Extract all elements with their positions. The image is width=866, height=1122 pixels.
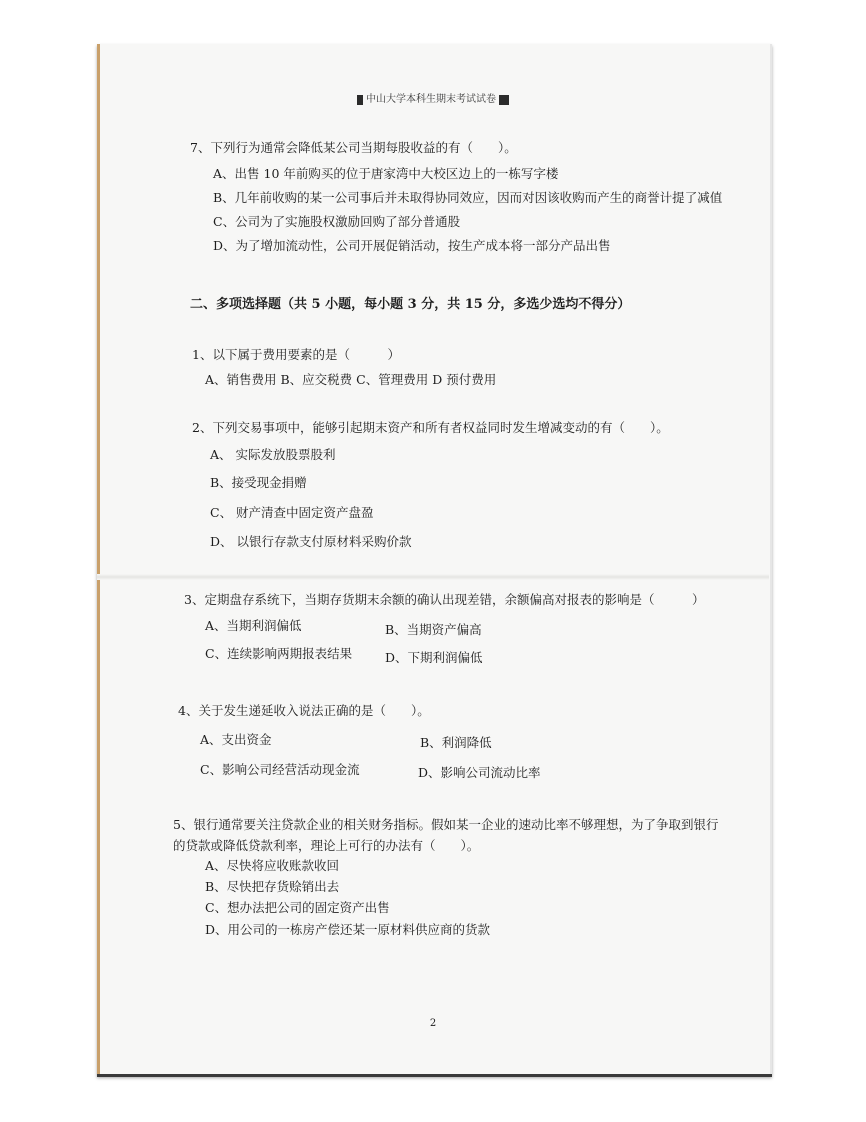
page-number: 2 <box>429 1018 437 1029</box>
q7-option-d: D、为了增加流动性，公司开展促销活动，按生产成本将一部分产品出售 <box>213 238 611 253</box>
m5-option-a: A、尽快将应收账款收回 <box>205 858 340 873</box>
m5-option-d: D、用公司的一栋房产偿还某一原材料供应商的货款 <box>205 922 491 937</box>
m2-option-a: A、 实际发放股票股利 <box>210 447 336 462</box>
m5-stem-line2: 的贷款或降低贷款利率，理论上可行的办法有（ ）。 <box>173 838 480 853</box>
m5-stem-line1: 5、银行通常要关注贷款企业的相关财务指标。假如某一企业的速动比率不够理想，为了争取到银行 <box>173 817 719 832</box>
m5-option-b: B、尽快把存货赊销出去 <box>205 879 340 894</box>
m2-option-c: C、 财产清查中固定资产盘盈 <box>210 505 374 520</box>
m4-stem: 4、关于发生递延收入说法正确的是（ ）。 <box>178 703 430 718</box>
m4-option-c: C、影响公司经营活动现金流 <box>200 762 360 777</box>
q7-option-b: B、几年前收购的某一公司事后并未取得协同效应，因而对因该收购而产生的商誉计提了减值 <box>213 190 723 205</box>
m5-option-c: C、想办法把公司的固定资产出售 <box>205 900 390 915</box>
paper-fold <box>97 574 769 580</box>
m2-option-b: B、接受现金捐赠 <box>210 475 307 490</box>
m1-stem: 1、以下属于费用要素的是（ ） <box>192 347 400 362</box>
m2-option-d: D、 以银行存款支付原材料采购价款 <box>210 534 412 549</box>
page-header <box>0 90 866 105</box>
header-mark-left <box>357 95 363 105</box>
q7-option-a: A、出售 10 年前购买的位于唐家湾中大校区边上的一栋写字楼 <box>213 166 559 181</box>
m3-option-c: C、连续影响两期报表结果 <box>205 646 353 661</box>
m4-option-d: D、影响公司流动比率 <box>418 765 541 780</box>
m4-option-a: A、支出资金 <box>200 732 272 747</box>
header-mark-right <box>499 95 509 105</box>
header-title: 中山大学本科生期末考试试卷 <box>366 94 496 105</box>
m3-stem: 3、定期盘存系统下，当期存货期末余额的确认出现差错，余额偏高对报表的影响是（ ） <box>184 592 705 607</box>
m1-options: A、销售费用 B、应交税费 C、管理费用 D 预付费用 <box>205 372 497 387</box>
m4-option-b: B、利润降低 <box>420 735 492 750</box>
m3-option-d: D、下期利润偏低 <box>385 650 483 665</box>
section-title: 二、多项选择题（共 5 小题，每小题 3 分，共 15 分，多选少选均不得分） <box>190 297 631 312</box>
m3-option-b: B、当期资产偏高 <box>385 622 482 637</box>
m3-option-a: A、当期利润偏低 <box>205 618 302 633</box>
q7-stem: 7、下列行为通常会降低某公司当期每股收益的有（ ）。 <box>190 140 517 155</box>
m2-stem: 2、下列交易事项中，能够引起期末资产和所有者权益同时发生增减变动的有（ ）。 <box>192 420 669 435</box>
q7-option-c: C、公司为了实施股权激励回购了部分普通股 <box>213 214 461 229</box>
paper-edge <box>97 1074 772 1077</box>
